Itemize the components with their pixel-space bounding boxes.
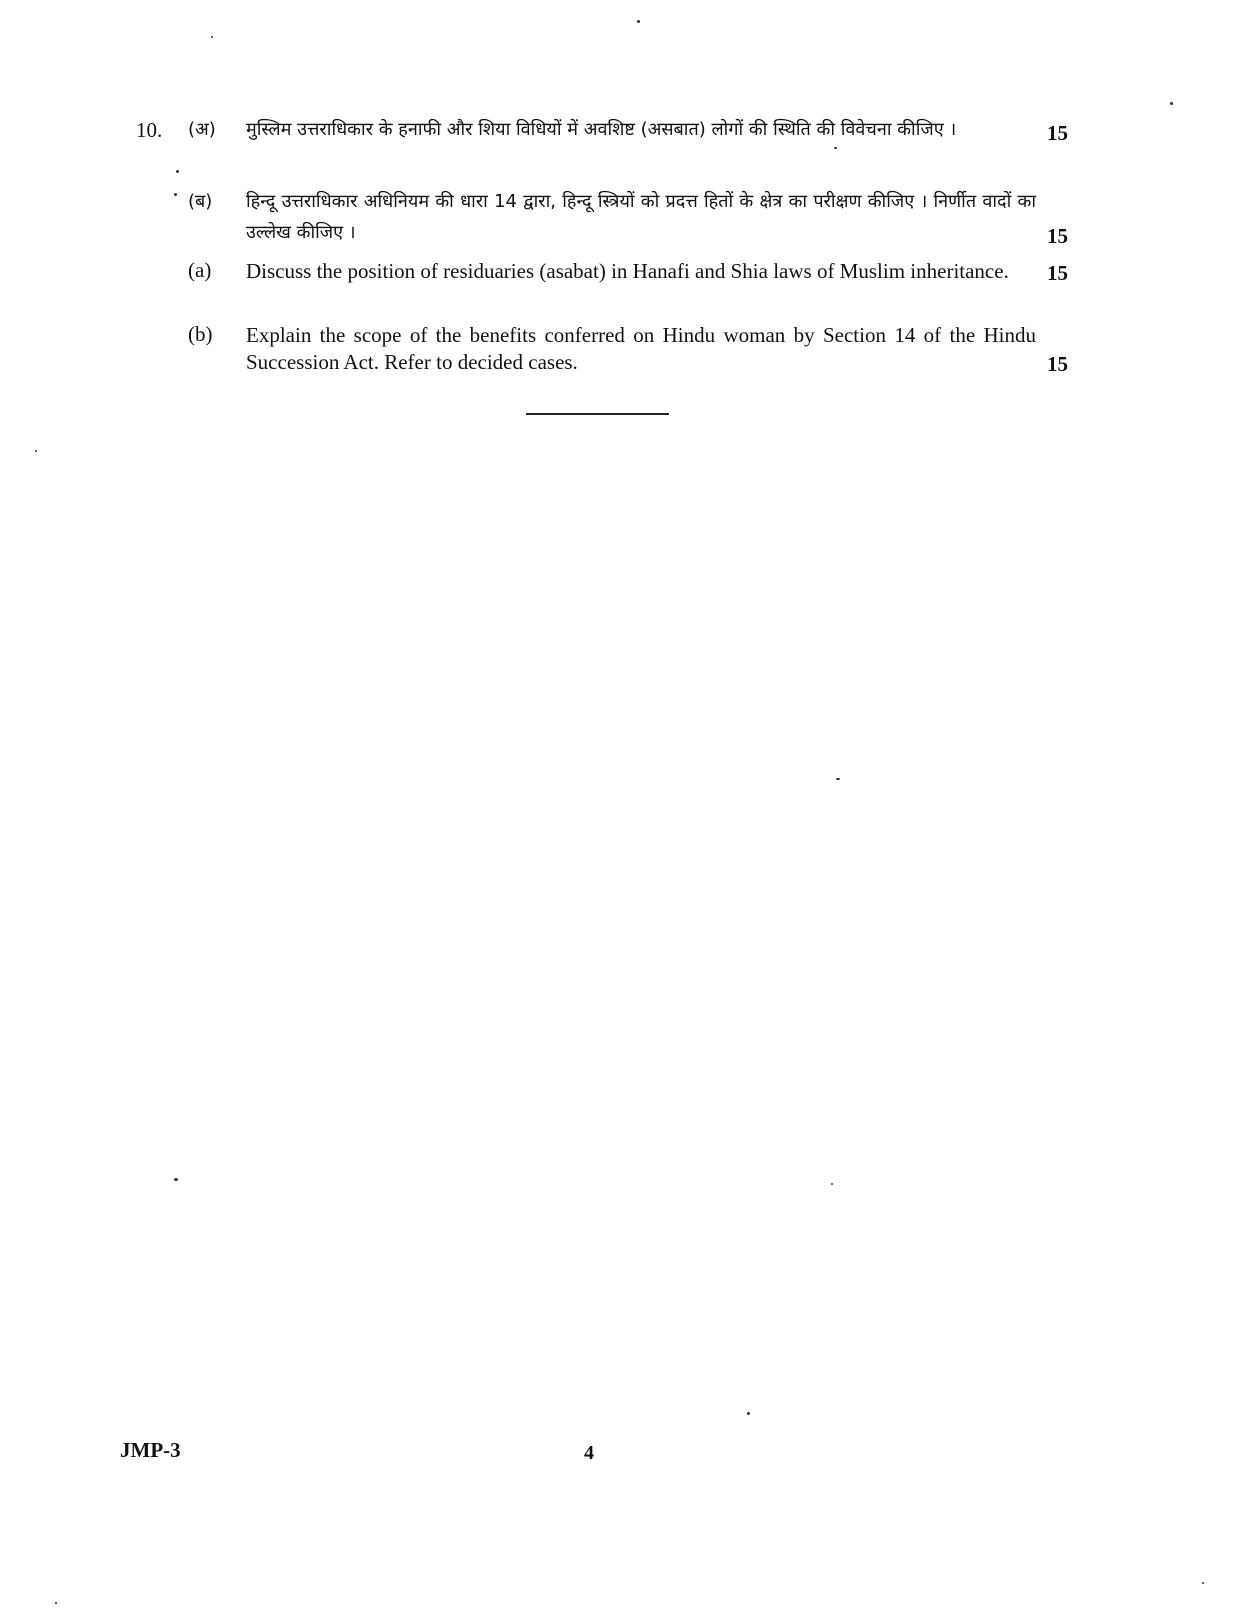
question-part-english-b — [188, 322, 1068, 376]
scan-speck — [211, 36, 213, 38]
part-marks: 15 — [1047, 224, 1068, 248]
question-part-hindi-a — [188, 114, 1068, 145]
scan-speck — [174, 1178, 178, 1181]
end-of-question-divider — [526, 413, 669, 415]
question-part-hindi-b — [188, 186, 1068, 248]
paper-code: JMP-3 — [120, 1438, 181, 1462]
scan-speck — [55, 1602, 57, 1604]
scan-speck — [637, 20, 640, 23]
part-text: Explain the scope of the benefits conferred on Hindu woman by Section 14 of the Hindu Succession Act. Refer to decided cases. — [246, 323, 1036, 374]
scan-speck — [1202, 1582, 1204, 1584]
part-label: (b) — [188, 322, 213, 346]
scan-speck — [35, 450, 37, 452]
part-marks: 15 — [1047, 352, 1068, 376]
scan-speck — [831, 1183, 833, 1185]
part-label: (अ) — [188, 119, 216, 140]
part-text: मुस्लिम उत्तराधिकार के हनाफी और शिया विधियों में अवशिष्ट (असबात) लोगों की स्थिति की विवेचना कीजिए । — [246, 119, 957, 140]
question-part-english-a — [188, 258, 1068, 285]
part-label: (a) — [188, 258, 212, 282]
scan-speck — [174, 193, 177, 196]
scan-speck — [176, 170, 179, 173]
question-number: 10. — [136, 118, 163, 142]
scan-speck — [747, 1412, 750, 1415]
scan-speck — [834, 147, 837, 149]
part-marks: 15 — [1047, 121, 1068, 145]
part-text: Discuss the position of residuaries (asabat) in Hanafi and Shia laws of Muslim inheritance. — [246, 259, 1009, 283]
part-marks: 15 — [1047, 261, 1068, 285]
page-number: 4 — [584, 1442, 594, 1464]
part-text: हिन्दू उत्तराधिकार अधिनियम की धारा 14 द्वारा, हिन्दू स्त्रियों को प्रदत्त हितों के क्षेत्र का परीक्षण कीजिए । निर्णीत वादों का उल्लेख कीजिए । — [246, 191, 1036, 243]
scan-speck — [836, 778, 840, 780]
scan-speck — [1170, 102, 1173, 105]
part-label: (ब) — [188, 191, 213, 212]
